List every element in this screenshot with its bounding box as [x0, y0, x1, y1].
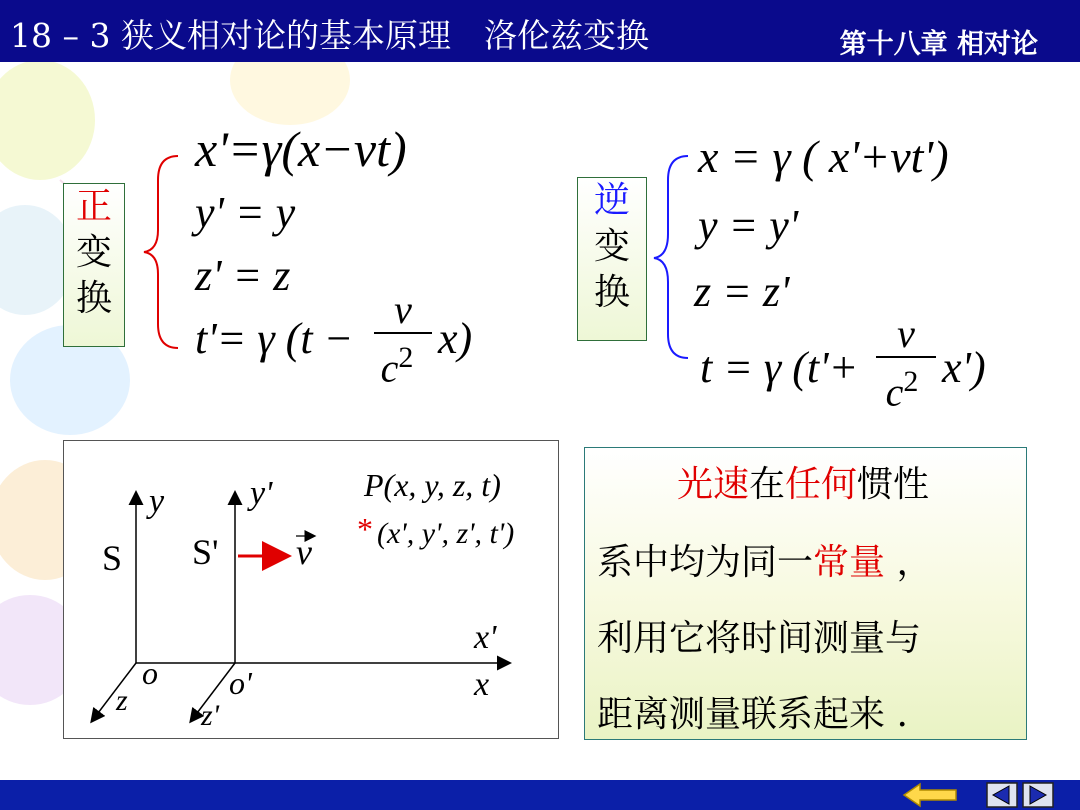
note-text: ， [885, 542, 933, 583]
forward-transform-label [63, 183, 125, 347]
inverse-eq-x: x = γ ( x'+vt') [698, 131, 949, 182]
inverse-eq-z: z = z' [694, 267, 790, 316]
forward-eq-y: y' = y [195, 188, 296, 237]
axis-label-x-prime: x' [474, 619, 497, 656]
inverse-brace [650, 150, 695, 365]
event-marker: * [357, 511, 373, 547]
note-line-1 [677, 456, 929, 507]
inverse-eq-t-left: t = γ (t'+ [700, 343, 859, 392]
frame-label-s: S [102, 538, 123, 578]
back-arrow-icon[interactable] [900, 782, 960, 808]
origin-label-o-prime: o' [229, 665, 252, 701]
forward-eq-t-left: t'= γ (t − [195, 314, 354, 363]
forward-fraction-exponent: 2 [398, 341, 414, 374]
forward-eq-z: z' = z [195, 251, 291, 300]
speed-of-light-note [584, 447, 1027, 740]
forward-brace [140, 150, 185, 355]
inverse-label-char: 换 [593, 272, 630, 313]
inverse-label-char: 逆 [593, 180, 630, 221]
page-title: 18 – 3 狭义相对论的基本原理 洛伦兹变换 [10, 16, 649, 55]
note-line-2 [597, 534, 932, 585]
inverse-eq-t-fraction [874, 312, 938, 416]
inverse-fraction-exponent: 2 [903, 365, 919, 398]
note-text: 在 [749, 464, 786, 505]
event-prime-label: (x', y', z', t') [377, 517, 515, 550]
axis-label-z-prime: z' [201, 699, 220, 732]
forward-fraction-numerator: v [394, 287, 412, 332]
reference-frames-diagram [63, 440, 559, 739]
inverse-transform-label [577, 177, 647, 341]
note-text: 系中均为同一 [597, 542, 814, 583]
forward-eq-t-fraction [372, 288, 434, 392]
forward-eq-t-right: x) [438, 314, 473, 363]
inverse-fraction-numerator: v [897, 311, 915, 356]
velocity-label: v [296, 532, 312, 572]
previous-icon[interactable] [986, 782, 1018, 808]
origin-label-o: o [142, 655, 158, 691]
note-keyword: 常量 [813, 542, 886, 583]
next-icon[interactable] [1022, 782, 1054, 808]
header-bar [0, 0, 1080, 62]
chapter-label: 第十八章 相对论 [839, 29, 1038, 60]
note-text: 惯性 [857, 464, 930, 505]
inverse-fraction-denominator: c [885, 369, 904, 415]
inverse-eq-t-right: x') [942, 343, 986, 392]
note-keyword: 任何 [785, 464, 858, 505]
axis-label-x: x [474, 666, 490, 703]
axis-label-y-prime: y' [250, 475, 273, 512]
s-z-axis [92, 663, 136, 721]
note-line-4: 距离测量联系起来 . [597, 694, 908, 735]
inverse-label-char: 变 [593, 226, 630, 267]
note-line-3: 利用它将时间测量与 [597, 618, 922, 659]
inverse-eq-y: y = y' [698, 201, 799, 250]
event-label: P(x, y, z, t) [364, 467, 501, 503]
axis-label-y: y [149, 483, 165, 520]
note-keyword: 光速 [677, 464, 750, 505]
axis-label-z: z [116, 684, 128, 717]
forward-label-char: 变 [75, 232, 112, 273]
forward-label-char: 正 [75, 186, 112, 227]
frame-label-s-prime: S' [192, 532, 219, 572]
forward-eq-x: x'=γ(x−vt) [195, 121, 407, 177]
forward-fraction-denominator: c [380, 345, 399, 391]
footer-bar [0, 780, 1080, 810]
forward-label-char: 换 [75, 278, 112, 319]
